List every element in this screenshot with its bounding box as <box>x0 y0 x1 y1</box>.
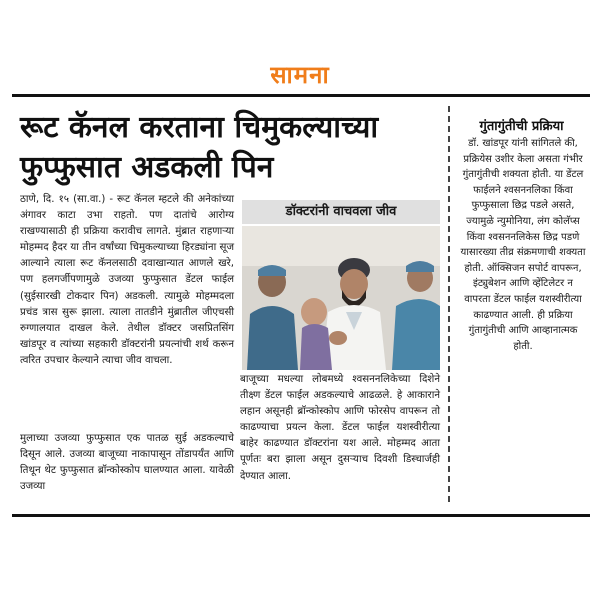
sidebar-text: डॉ. खांडपूर यांनी सांगितले की, प्रक्रियेस उशीर केला असता गंभीर गुंतागुंतीची शक्यता होती. या डेंटल फाईलने श्वसननलिका किंवा फुप्फुसाला छिद्र पडले असते, ज्यामुळे न्युमोनिया, लंग कोलॅप्स किंवा श्वसननलिकेस छिद्र पडणे यासारख्या तीव्र संक्रमणाची शक्यता होती. ऑक्सिजन सपोर्ट वापरून, इंट्युबेशन आणि व्हेंटिलेटर न वापरता डेंटल फाईल यशस्वीरीत्या काढण्यात आली. ही प्रक्रिया गुंतागुंतीची आणि आव्हानात्मक होती. <box>460 138 586 352</box>
masthead-logo: सामना <box>270 61 330 89</box>
top-rule <box>12 94 590 97</box>
article-column-2: बाजूच्या मधल्या लोबमध्ये श्वसननलिकेच्या दिशेने तीक्ष्ण डेंटल फाईल अडकल्याचे आढळले. हे आकाराने लहान असूनही ब्रॉन्कोस्कोप आणि फोरसेप वापरून तो काढण्याचा प्रयत्न केला. डेंटल फाईल यशस्वीरीत्या बाहेर काढण्यात डॉक्टरांना यश आले. मोहम्मद आता पूर्णतः बरा झाला असून दुसऱ्याच दिवशी डिस्चार्जही देण्यात आला. <box>240 374 440 482</box>
doctors-photo-illustration <box>242 226 440 370</box>
article-headline: रूट कॅनल करताना चिमुकल्याच्या फुप्फुसात अडकली पिन <box>20 110 379 185</box>
bottom-rule <box>12 514 590 517</box>
article-column-1-part-2: मुलाच्या उजव्या फुप्फुसात एक पातळ सुई अडकल्याचे दिसून आले. उजव्या बाजूच्या नाकापासून तोंडापर्यंत आणि तिथून थेट फुप्फुसात ब्रॉन्कोस्कोप घालण्यात आला. यावेळी उजव्या <box>20 433 234 493</box>
photo-subhead: डॉक्टरांनी वाचवला जीव <box>242 200 440 224</box>
sidebar-title: गुंतागुंतीची प्रक्रिया <box>479 119 564 134</box>
news-photo <box>242 226 440 370</box>
article-column-1-part-1: ठाणे, दि. १५ (सा.वा.) - रूट कॅनल म्हटले की अनेकांच्या अंगावर काटा उभा राहतो. पण दातांचे आरोग्य राखण्यासाठी ही प्रक्रिया करावीच लागते. मुंब्रात राहणाऱ्या मोहम्मद हैदर या तीन वर्षांच्या चिमुकल्याच्या हिरड्यांना सूज आल्याने त्याला रूट कॅनलसाठी दवाखान्यात आणले खरे, पण हलगर्जीपणामुळे उजव्या फुप्फुसात डेंटल फाईल (सुईसारखी टोकदार पिन) अडकली. त्यामुळे मोहम्मदला प्रचंड त्रास सुरू झाला. त्याला तातडीने मुंब्रातील जीएचसी रुग्णालयात दाखल केले. तेथील डॉक्टर जसप्रितसिंग खांडपूर व त्यांच्या सहकारी डॉक्टरांनी प्रयत्नांची शर्थ करून त्वरित उपचार केल्याने त्याचा जीव वाचला. <box>20 194 234 366</box>
sidebar-divider <box>448 106 450 502</box>
